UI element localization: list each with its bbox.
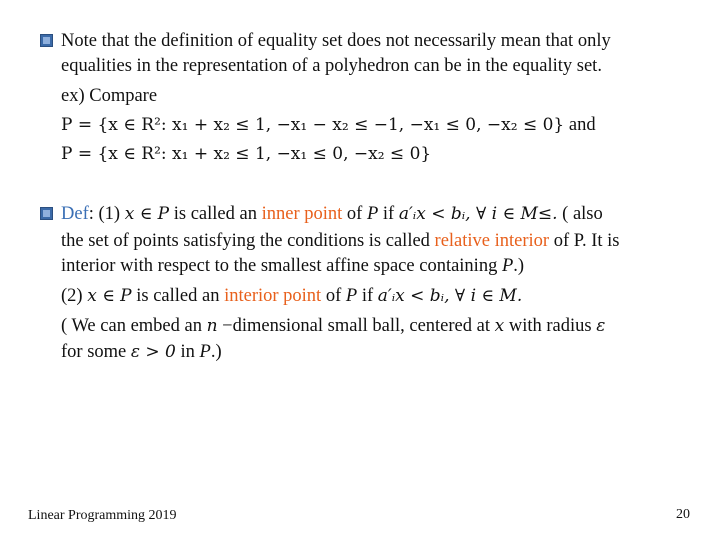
- def-label: Def: [61, 204, 89, 224]
- def-text: if: [357, 286, 378, 306]
- def-text: of P. It is: [549, 231, 620, 251]
- def-text: −dimensional small ball, centered at: [217, 316, 495, 336]
- def-text: ( also: [557, 204, 603, 224]
- def-text: with radius: [504, 316, 597, 336]
- def-line-2: [61, 230, 620, 252]
- symbol-p: P: [501, 256, 514, 276]
- bullet-square-icon: [40, 34, 53, 47]
- def-text: (2): [61, 286, 88, 306]
- def-text: .): [513, 256, 525, 276]
- footer-course: Linear Programming 2019: [28, 508, 177, 523]
- example-label: ex) Compare: [61, 86, 158, 106]
- example-set-1: [61, 114, 596, 136]
- def-text: if: [378, 204, 399, 224]
- def-line-3: [61, 255, 524, 277]
- term-interior-point: interior point: [224, 286, 322, 306]
- math-interior-condition: a′ᵢx < bᵢ, ∀ i ∈ M.: [377, 286, 523, 306]
- note-line-1: Note that the definition of equality set does not necessarily mean that only: [61, 31, 611, 51]
- symbol-p: P: [366, 204, 379, 224]
- def-text: .): [210, 342, 222, 362]
- def-line-4: [61, 285, 522, 307]
- bullet-square-icon: [40, 207, 53, 220]
- def-text: for some: [61, 342, 131, 362]
- term-relative-interior: relative interior: [434, 231, 550, 251]
- def-text: interior with respect to the smallest affine space containing: [61, 256, 502, 276]
- def-line-6: [61, 341, 222, 363]
- def-text: is called an: [131, 286, 225, 306]
- math-epsilon-positive: ε > 0: [130, 342, 176, 362]
- set-1-math: P = {x ∈ R²: x₁ + x₂ ≤ 1, −x₁ − x₂ ≤ −1, −x₁ ≤ 0, −x₂ ≤ 0}: [61, 115, 565, 135]
- note-line-2: equalities in the representation of a polyhedron can be in the equality set.: [61, 56, 602, 76]
- set-2-math: P = {x ∈ R²: x₁ + x₂ ≤ 1, −x₁ ≤ 0, −x₂ ≤ 0}: [61, 144, 432, 164]
- math-x-in-p: x ∈ P: [124, 204, 170, 224]
- def-text: ( We can embed an: [61, 316, 207, 336]
- symbol-p: P: [345, 286, 358, 306]
- def-text: : (1): [88, 204, 125, 224]
- set-1-and: and: [564, 115, 596, 135]
- def-text: is called an: [169, 204, 262, 224]
- def-text: the set of points satisfying the conditions is called: [61, 231, 435, 251]
- def-text: in: [175, 342, 200, 362]
- math-x-in-p: x ∈ P: [87, 286, 132, 306]
- def-line-5: [61, 315, 605, 337]
- def-text: of: [342, 204, 367, 224]
- symbol-x: x: [494, 316, 505, 336]
- def-text: of: [321, 286, 346, 306]
- example-set-2: [61, 143, 431, 165]
- symbol-epsilon: ε: [596, 316, 606, 336]
- symbol-p: P: [199, 342, 211, 362]
- def-line-1: [61, 203, 603, 225]
- math-inner-condition: a′ᵢx < bᵢ, ∀ i ∈ M≤.: [398, 204, 558, 224]
- symbol-n: n: [206, 316, 218, 336]
- page-number: 20: [676, 507, 690, 522]
- term-inner-point: inner point: [261, 204, 343, 224]
